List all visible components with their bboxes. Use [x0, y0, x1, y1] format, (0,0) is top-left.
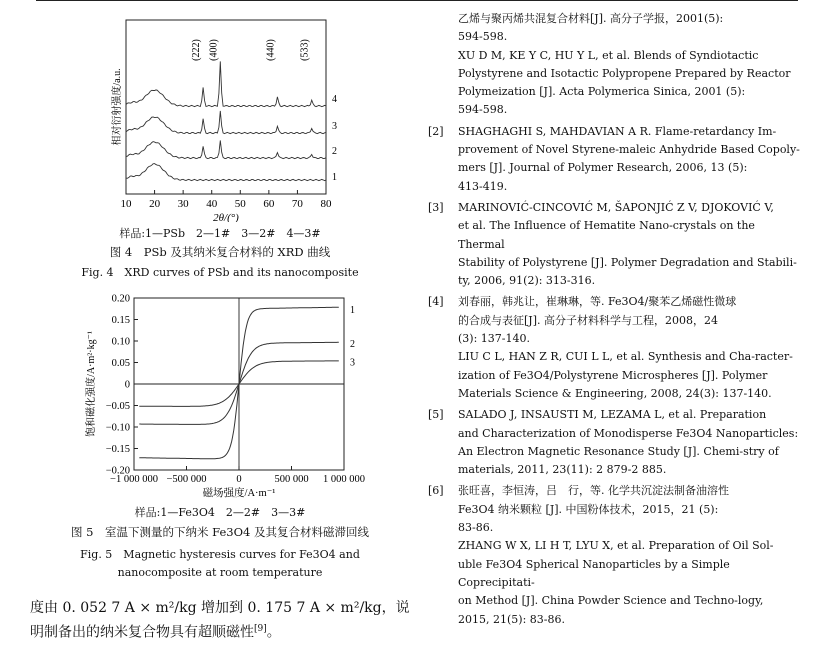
hysteresis-chart	[30, 288, 410, 502]
reference-line: 413-419.	[458, 179, 508, 193]
top-rule	[36, 0, 798, 1]
series-label: 1	[350, 304, 355, 316]
fig5-caption-en-1: Fig. 5 Magnetic hysteresis curves for Fe3O4 and	[80, 548, 360, 561]
peak-label: (533)	[299, 39, 311, 61]
peak-label: (222)	[191, 39, 203, 61]
reference-line: materials, 2011, 23(11): 2 879-2 885.	[458, 463, 667, 477]
reference-line: 的合成与表征[J]. 高分子材料科学与工程，2008，24	[458, 313, 718, 327]
reference-number: [2]	[428, 124, 444, 138]
reference-line: ization of Fe3O4/Polystyrene Microspheres [J]. Polymer	[458, 368, 768, 382]
x-tick-label: 60	[263, 198, 275, 210]
paragraph-line-1: 度由 0. 052 7 A × m²/kg 增加到 0. 175 7 A × m²/kg，说	[30, 600, 410, 616]
reference-line: uble Fe3O4 Spherical Nanoparticles by a Simple Coprecipitati-	[458, 557, 730, 589]
reference-line: Fe3O4 纳米颗粒 [J]. 中国粉体技术，2015，21 (5):	[458, 502, 719, 516]
x-tick-label: 70	[291, 198, 303, 210]
reference-line: 乙烯与聚丙烯共混复合材料[J]. 高分子学报，2001(5):	[458, 12, 724, 25]
reference-number: [4]	[428, 295, 444, 309]
x-tick-label: −1 000 000	[110, 474, 158, 485]
reference-body	[458, 199, 800, 290]
fig4-caption-en: Fig. 4 XRD curves of PSb and its nanocomposite	[81, 266, 359, 279]
figure-4	[30, 8, 410, 288]
x-tick-label: 50	[234, 198, 246, 210]
reference-number: [3]	[428, 200, 444, 214]
peak-label: (400)	[208, 39, 220, 61]
fig4-legend: 样品:1—PSb 2—1# 3—2# 4—3#	[119, 227, 321, 240]
reference-item	[428, 123, 800, 196]
reference-line: and Characterization of Monodisperse Fe3O4 Nanoparticles:	[458, 426, 799, 440]
series-label: 2	[350, 339, 355, 351]
x-tick-label: −500 000	[166, 474, 207, 485]
reference-item	[428, 406, 800, 479]
series-label: 1	[332, 172, 337, 183]
xrd-series-line	[126, 61, 326, 106]
fig5-caption-en-2: nanocomposite at room temperature	[117, 566, 323, 579]
reference-number: [6]	[428, 484, 444, 498]
reference-line: provement of Novel Styrene-maleic Anhydride Based Copoly-	[458, 143, 800, 157]
y-tick-label: 0	[124, 379, 130, 391]
y-tick-label: 0.15	[111, 315, 130, 326]
fig5-legend: 样品:1—Fe3O4 2—2# 3—3#	[134, 506, 306, 519]
reference-number: [5]	[428, 408, 444, 422]
reference-number	[428, 10, 458, 120]
reference-line: SHAGHAGHI S, MAHDAVIAN A R. Flame-retardancy Im-	[458, 124, 777, 138]
y-tick-label: −0.20	[105, 465, 130, 477]
y-tick-label: −0.05	[105, 401, 130, 412]
reference-item	[428, 10, 800, 120]
reference-line: Materials Science & Engineering, 2008, 24(3): 137-140.	[458, 386, 772, 400]
series-label: 4	[332, 94, 337, 105]
y-axis-label: 相对衍射强度/a.u.	[112, 68, 123, 146]
x-tick-label: 80	[320, 198, 332, 210]
reference-line: 刘春丽，韩兆让，崔琳琳，等. Fe3O4/聚苯乙烯磁性微球	[458, 295, 737, 309]
y-axis-label: 饱和磁化强度/A·m²·kg⁻¹	[86, 331, 97, 437]
reference-line: 2015, 21(5): 83-86.	[458, 612, 565, 626]
series-label: 2	[332, 146, 337, 157]
y-tick-label: 0.20	[111, 293, 130, 305]
reference-line: An Electron Magnetic Resonance Study [J]. Chemi-stry of	[458, 444, 779, 458]
reference-line: SALADO J, INSAUSTI M, LEZAMA L, et al. Preparation	[458, 408, 767, 422]
reference-body	[458, 123, 800, 196]
y-tick-label: −0.10	[105, 422, 130, 434]
reference-line: (3): 137-140.	[458, 332, 530, 346]
reference-line: mers [J]. Journal of Polymer Research, 2006, 13 (5):	[458, 161, 748, 175]
paragraph-line-2: 明制备出的纳米复合物具有超顺磁性[9]。	[30, 624, 281, 641]
reference-line: MARINOVIĆ-CINCOVIĆ M, ŠAPONJIĆ Z V, DJOKOVIĆ V,	[458, 200, 774, 214]
reference-item	[428, 482, 800, 628]
body-paragraph	[30, 598, 410, 644]
x-tick-label: 30	[177, 198, 189, 210]
reference-line: LIU C L, HAN Z R, CUI L L, et al. Synthesis and Cha-racter-	[458, 350, 793, 364]
reference-item	[428, 199, 800, 290]
reference-line: Polymeization [J]. Acta Polymerica Sinica, 2001 (5):	[458, 85, 746, 99]
x-tick-label: 20	[149, 198, 161, 210]
xrd-series-line	[126, 164, 326, 181]
fig5-caption-cn: 图 5 室温下测量的下纳米 Fe3O4 及其复合材料磁滞回线	[71, 525, 369, 539]
reference-line: on Method [J]. China Powder Science and Techno-logy,	[458, 594, 764, 608]
plot-frame	[126, 20, 326, 194]
y-tick-label: −0.15	[105, 444, 130, 455]
x-axis-label: 磁场强度/A·m⁻¹	[202, 488, 276, 499]
reference-body	[458, 406, 800, 479]
xrd-chart	[30, 8, 410, 222]
series-label: 3	[350, 357, 355, 369]
x-tick-label: 40	[206, 198, 218, 210]
x-tick-label: 1 000 000	[323, 474, 365, 485]
reference-line: Polystyrene and Isotactic Polypropene Prepared by Reactor	[458, 66, 791, 80]
reference-line: ty, 2006, 91(2): 313-316.	[458, 274, 596, 288]
citation: [9]	[254, 624, 267, 634]
reference-line: et al. The Influence of Hematite Nano-crystals on the Thermal	[458, 219, 755, 251]
x-tick-label: 0	[236, 474, 242, 485]
left-column	[30, 8, 410, 641]
x-axis-label: 2θ/(°)	[213, 212, 239, 222]
references-column	[428, 10, 800, 629]
xrd-series-line	[126, 140, 326, 158]
x-tick-label: 10	[120, 198, 132, 210]
peak-label: (440)	[265, 39, 277, 61]
reference-line: 594-598.	[458, 30, 508, 44]
reference-line: ZHANG W X, LI H T, LYU X, et al. Preparation of Oil Sol-	[458, 539, 774, 553]
reference-line: 594-598.	[458, 103, 508, 117]
y-tick-label: 0.05	[111, 358, 130, 369]
series-label: 3	[332, 121, 337, 132]
reference-line: XU D M, KE Y C, HU Y L, et al. Blends of Syndiotactic	[458, 48, 759, 62]
reference-body	[458, 293, 800, 403]
reference-body	[458, 482, 800, 628]
xrd-series-line	[126, 111, 326, 134]
reference-line: 83-86.	[458, 521, 494, 535]
reference-item	[428, 293, 800, 403]
fig4-caption-cn: 图 4 PSb 及其纳米复合材料的 XRD 曲线	[109, 245, 331, 259]
y-tick-label: 0.10	[111, 336, 130, 348]
x-tick-label: 500 000	[274, 474, 309, 485]
reference-line: 张旺喜，李恒涛，吕 行，等. 化学共沉淀法制备油溶性	[458, 484, 729, 498]
figure-5	[30, 288, 410, 588]
reference-body	[458, 10, 800, 120]
reference-line: Stability of Polystyrene [J]. Polymer Degradation and Stabili-	[458, 255, 797, 269]
